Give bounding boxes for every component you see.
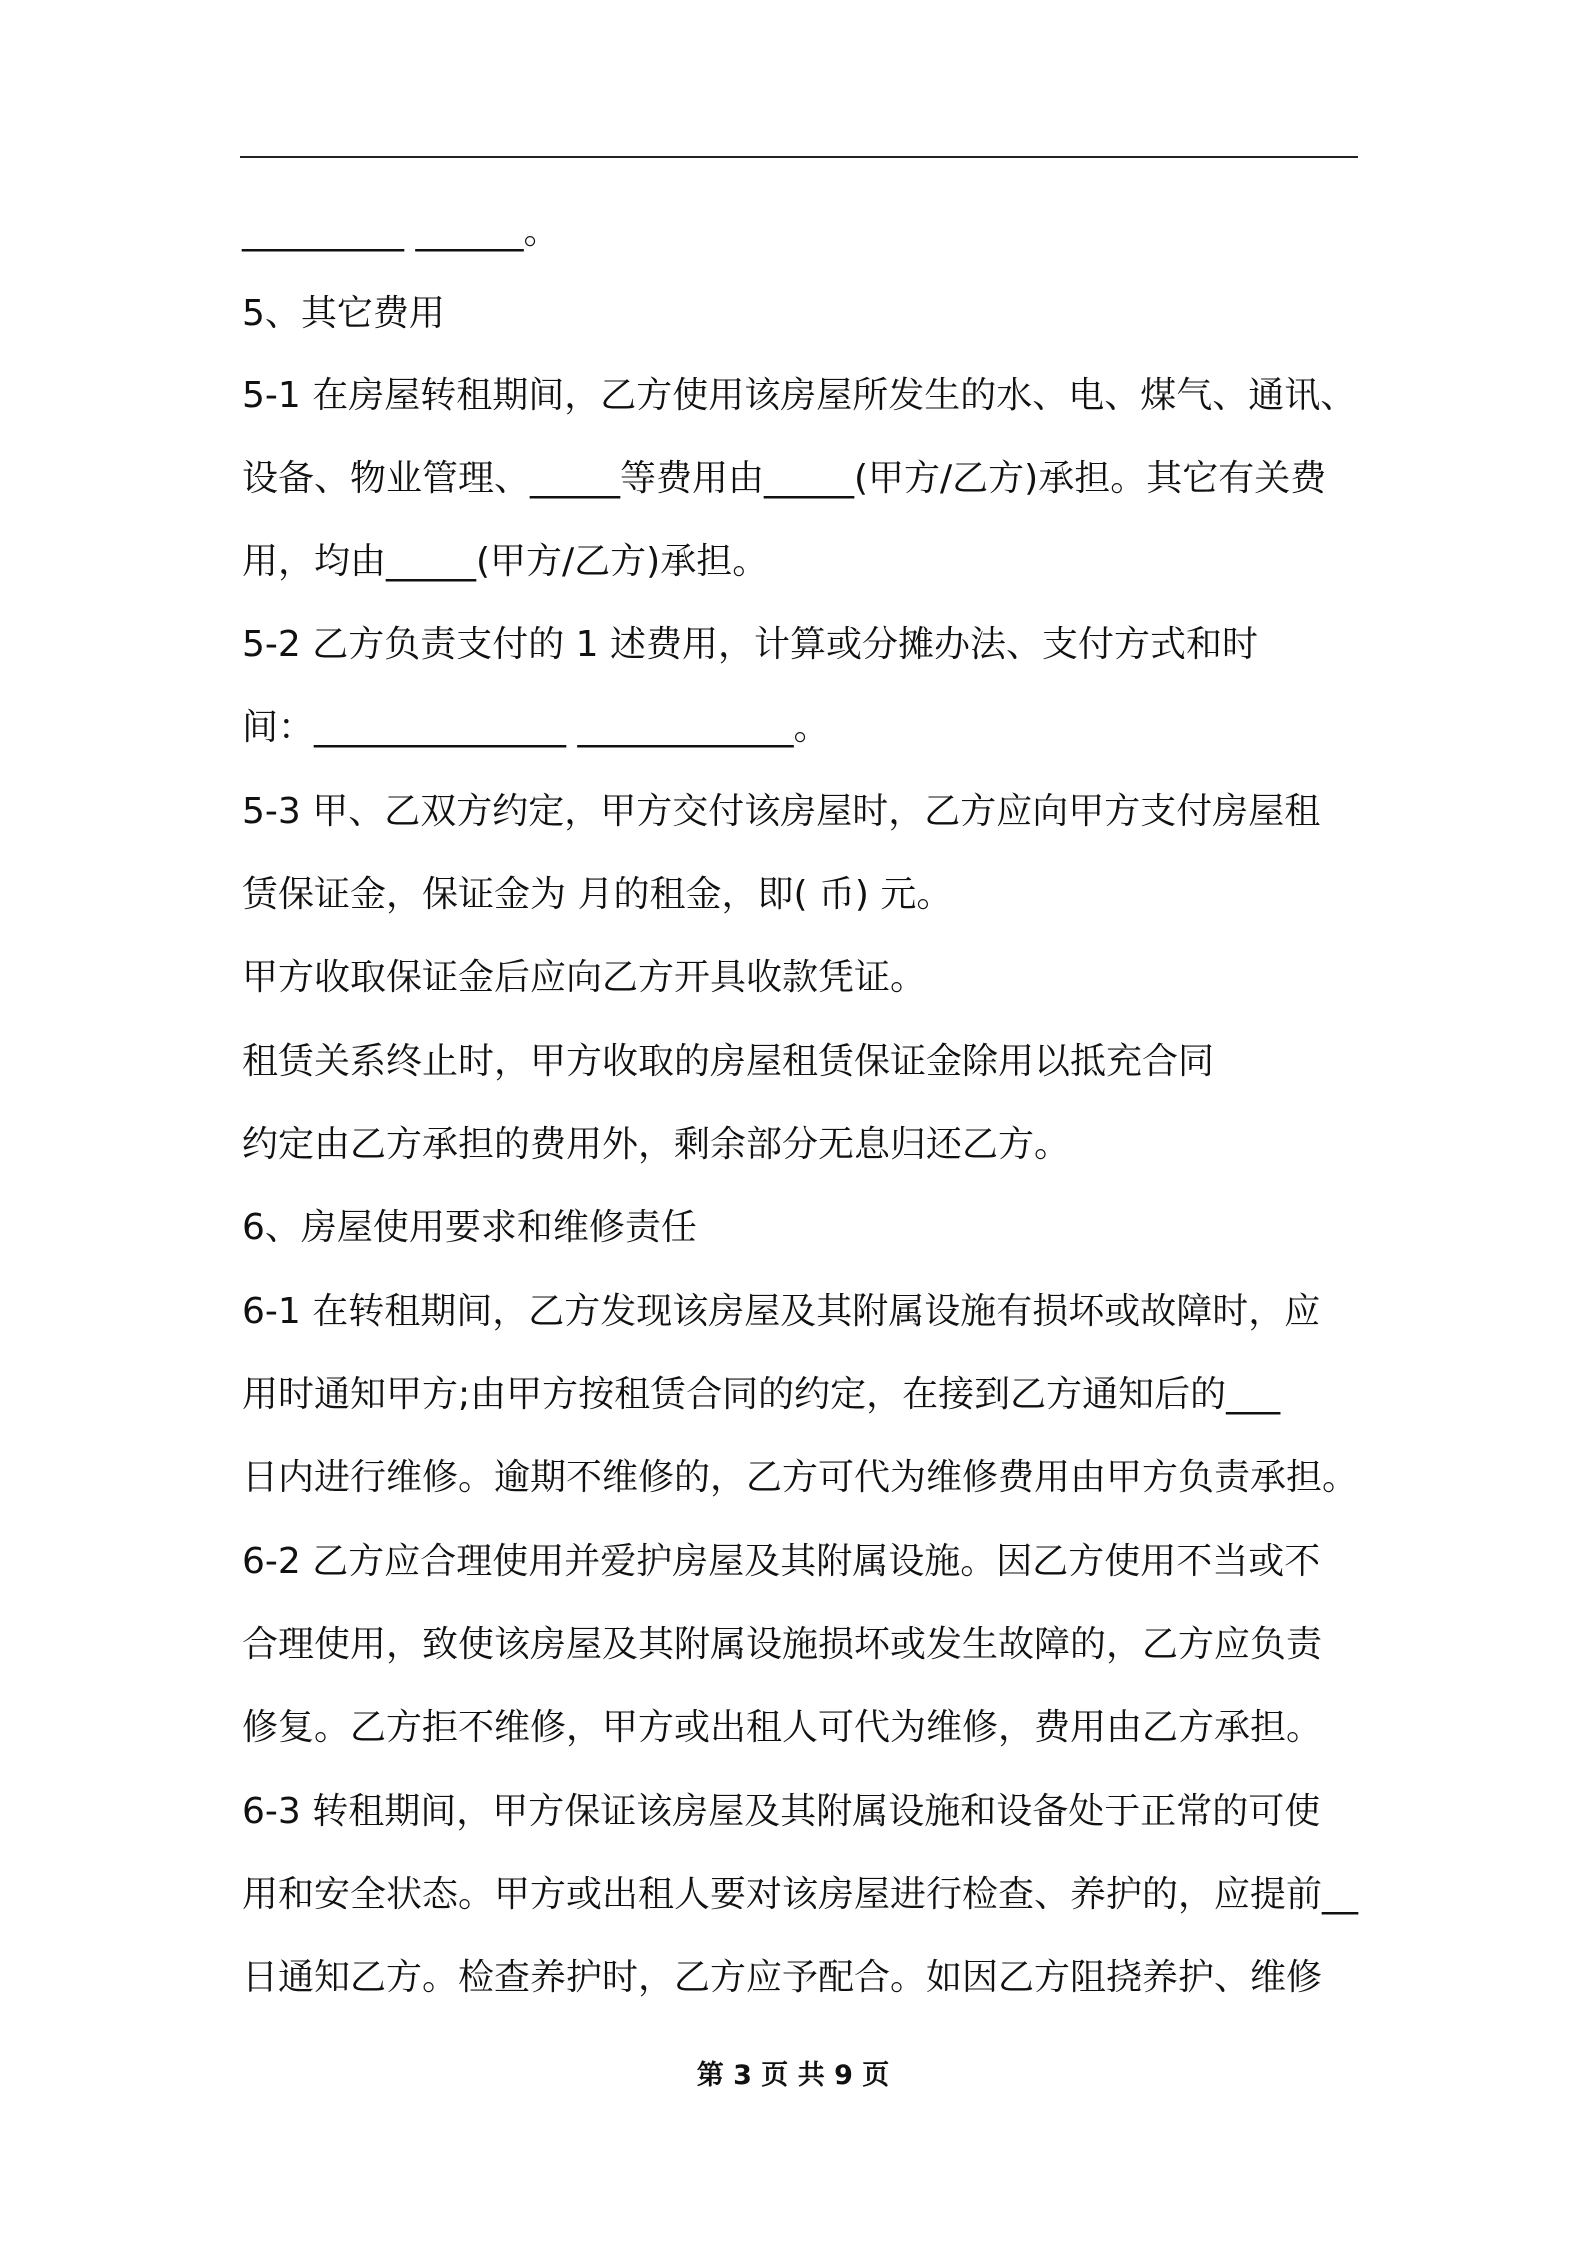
text-line: _________ ______。 <box>242 211 560 252</box>
text-line: 甲方收取保证金后应向乙方开具收款凭证。 <box>242 957 927 998</box>
text-line: 日内进行维修。逾期不维修的，乙方可代为维修费用由甲方负责承担。 <box>242 1457 1359 1498</box>
text-line: 6-3 转租期间，甲方保证该房屋及其附属设施和设备处于正常的可使 <box>242 1791 1321 1832</box>
text-line: 6-1 在转租期间，乙方发现该房屋及其附属设施有损坏或故障时，应 <box>242 1291 1321 1332</box>
text-line: 5-2 乙方负责支付的 1 述费用，计算或分摊办法、支付方式和时 <box>242 624 1259 665</box>
text-line: 租赁关系终止时，甲方收取的房屋租赁保证金除用以抵充合同 <box>242 1041 1215 1082</box>
text-line: 6-2 乙方应合理使用并爱护房屋及其附属设施。因乙方使用不当或不 <box>242 1541 1321 1582</box>
text-line: 用，均由_____(甲方/乙方)承担。 <box>242 541 769 582</box>
text-line: 5-1 在房屋转租期间，乙方使用该房屋所发生的水、电、煤气、通讯、 <box>242 375 1357 416</box>
section-heading: 5、其它费用 <box>242 293 445 334</box>
text-line: 用时通知甲方;由甲方按租赁合同的约定，在接到乙方通知后的___ <box>242 1374 1281 1415</box>
section-heading: 6、房屋使用要求和维修责任 <box>242 1207 697 1248</box>
text-line: 设备、物业管理、_____等费用由_____(甲方/乙方)承担。其它有关费 <box>242 458 1327 499</box>
header-rule <box>240 156 1358 158</box>
page-footer: 第 3 页 共 9 页 <box>696 2060 890 2091</box>
text-line: 合理使用，致使该房屋及其附属设施损坏或发生故障的，乙方应负责 <box>242 1624 1323 1665</box>
text-line: 修复。乙方拒不维修，甲方或出租人可代为维修，费用由乙方承担。 <box>242 1707 1323 1748</box>
text-line: 间：______________ ____________。 <box>242 707 830 748</box>
text-line: 日通知乙方。检查养护时，乙方应予配合。如因乙方阻挠养护、维修 <box>242 1957 1323 1998</box>
text-line: 约定由乙方承担的费用外，剩余部分无息归还乙方。 <box>242 1124 1071 1165</box>
text-line: 赁保证金，保证金为 月的租金，即( 币) 元。 <box>242 874 953 915</box>
text-line: 5-3 甲、乙双方约定，甲方交付该房屋时，乙方应向甲方支付房屋租 <box>242 791 1321 832</box>
text-line: 用和安全状态。甲方或出租人要对该房屋进行检查、养护的，应提前__ <box>242 1874 1359 1915</box>
